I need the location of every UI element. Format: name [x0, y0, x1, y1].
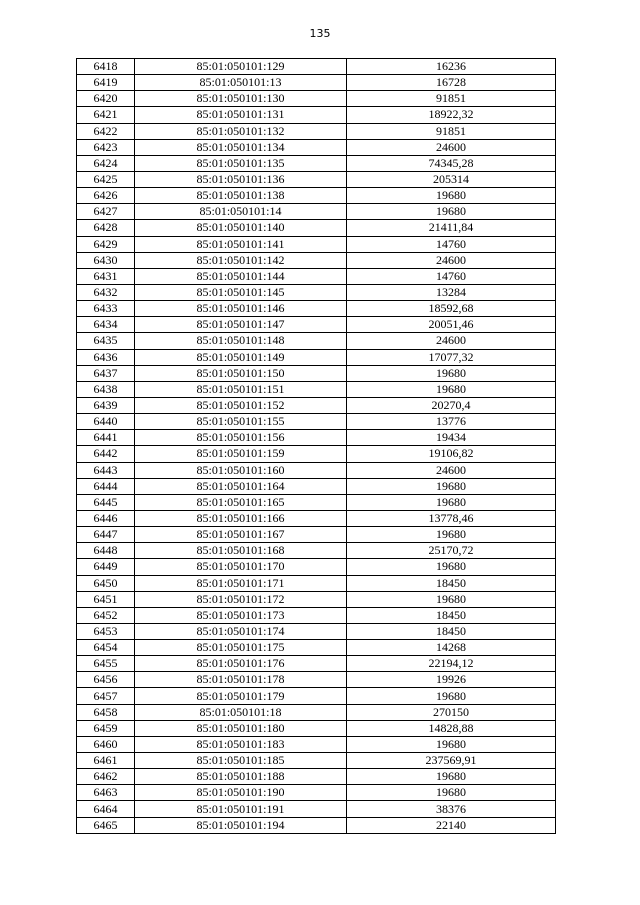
- cadastral-number-cell: 85:01:050101:160: [135, 462, 347, 478]
- table-row: [77, 494, 556, 510]
- row-number-cell: 6450: [77, 575, 135, 591]
- table-row: [77, 575, 556, 591]
- table-row: [77, 720, 556, 736]
- table-row: [77, 188, 556, 204]
- cadastral-number-cell: 85:01:050101:131: [135, 107, 347, 123]
- cadastral-number-cell: 85:01:050101:188: [135, 769, 347, 785]
- table-row: [77, 769, 556, 785]
- table-row: [77, 801, 556, 817]
- cadastral-number-cell: 85:01:050101:13: [135, 75, 347, 91]
- cadastral-number-cell: 85:01:050101:168: [135, 543, 347, 559]
- table-row: [77, 623, 556, 639]
- row-number-cell: 6428: [77, 220, 135, 236]
- cadastral-number-cell: 85:01:050101:147: [135, 317, 347, 333]
- row-number-cell: 6447: [77, 527, 135, 543]
- cadastral-number-cell: 85:01:050101:175: [135, 640, 347, 656]
- value-cell: 24600: [347, 462, 556, 478]
- row-number-cell: 6461: [77, 753, 135, 769]
- row-number-cell: 6420: [77, 91, 135, 107]
- row-number-cell: 6423: [77, 139, 135, 155]
- row-number-cell: 6456: [77, 672, 135, 688]
- table-row: [77, 268, 556, 284]
- value-cell: 14760: [347, 268, 556, 284]
- table-row: [77, 317, 556, 333]
- cadastral-number-cell: 85:01:050101:136: [135, 171, 347, 187]
- row-number-cell: 6445: [77, 494, 135, 510]
- table-row: [77, 559, 556, 575]
- row-number-cell: 6465: [77, 817, 135, 833]
- table-row: [77, 204, 556, 220]
- row-number-cell: 6464: [77, 801, 135, 817]
- cadastral-number-cell: 85:01:050101:149: [135, 349, 347, 365]
- row-number-cell: 6424: [77, 155, 135, 171]
- table-row: [77, 462, 556, 478]
- table-row: [77, 91, 556, 107]
- table-row: [77, 591, 556, 607]
- row-number-cell: 6441: [77, 430, 135, 446]
- cadastral-table: [76, 58, 556, 834]
- table-row: [77, 333, 556, 349]
- cadastral-number-cell: 85:01:050101:164: [135, 478, 347, 494]
- table-row: [77, 365, 556, 381]
- value-cell: 19680: [347, 365, 556, 381]
- page-number: 135: [309, 27, 331, 40]
- cadastral-number-cell: 85:01:050101:155: [135, 414, 347, 430]
- row-number-cell: 6438: [77, 381, 135, 397]
- table-row: [77, 414, 556, 430]
- cadastral-number-cell: 85:01:050101:185: [135, 753, 347, 769]
- value-cell: 19680: [347, 478, 556, 494]
- value-cell: 14828,88: [347, 720, 556, 736]
- cadastral-number-cell: 85:01:050101:172: [135, 591, 347, 607]
- table-row: [77, 220, 556, 236]
- cadastral-number-cell: 85:01:050101:152: [135, 397, 347, 413]
- value-cell: 16236: [347, 59, 556, 75]
- value-cell: 91851: [347, 91, 556, 107]
- table-row: [77, 672, 556, 688]
- table-row: [77, 59, 556, 75]
- value-cell: 19680: [347, 785, 556, 801]
- table-row: [77, 640, 556, 656]
- row-number-cell: 6422: [77, 123, 135, 139]
- row-number-cell: 6459: [77, 720, 135, 736]
- table-row: [77, 123, 556, 139]
- cadastral-number-cell: 85:01:050101:156: [135, 430, 347, 446]
- row-number-cell: 6425: [77, 171, 135, 187]
- row-number-cell: 6462: [77, 769, 135, 785]
- table-row: [77, 397, 556, 413]
- cadastral-number-cell: 85:01:050101:138: [135, 188, 347, 204]
- cadastral-number-cell: 85:01:050101:151: [135, 381, 347, 397]
- value-cell: 205314: [347, 171, 556, 187]
- cadastral-number-cell: 85:01:050101:179: [135, 688, 347, 704]
- value-cell: 19680: [347, 559, 556, 575]
- row-number-cell: 6458: [77, 704, 135, 720]
- row-number-cell: 6448: [77, 543, 135, 559]
- value-cell: 19680: [347, 688, 556, 704]
- row-number-cell: 6443: [77, 462, 135, 478]
- table-row: [77, 510, 556, 526]
- cadastral-number-cell: 85:01:050101:194: [135, 817, 347, 833]
- table-row: [77, 704, 556, 720]
- value-cell: 74345,28: [347, 155, 556, 171]
- cadastral-number-cell: 85:01:050101:173: [135, 607, 347, 623]
- value-cell: 14760: [347, 236, 556, 252]
- row-number-cell: 6452: [77, 607, 135, 623]
- value-cell: 25170,72: [347, 543, 556, 559]
- table-row: [77, 75, 556, 91]
- value-cell: 16728: [347, 75, 556, 91]
- row-number-cell: 6439: [77, 397, 135, 413]
- value-cell: 91851: [347, 123, 556, 139]
- value-cell: 18592,68: [347, 301, 556, 317]
- row-number-cell: 6453: [77, 623, 135, 639]
- value-cell: 21411,84: [347, 220, 556, 236]
- row-number-cell: 6427: [77, 204, 135, 220]
- cadastral-number-cell: 85:01:050101:135: [135, 155, 347, 171]
- value-cell: 19680: [347, 381, 556, 397]
- value-cell: 20270,4: [347, 397, 556, 413]
- table-row: [77, 381, 556, 397]
- row-number-cell: 6455: [77, 656, 135, 672]
- cadastral-number-cell: 85:01:050101:178: [135, 672, 347, 688]
- cadastral-number-cell: 85:01:050101:176: [135, 656, 347, 672]
- value-cell: 22194,12: [347, 656, 556, 672]
- table-row: [77, 543, 556, 559]
- value-cell: 19680: [347, 188, 556, 204]
- cadastral-number-cell: 85:01:050101:183: [135, 736, 347, 752]
- table-row: [77, 785, 556, 801]
- value-cell: 13778,46: [347, 510, 556, 526]
- table-row: [77, 155, 556, 171]
- value-cell: 270150: [347, 704, 556, 720]
- value-cell: 18922,32: [347, 107, 556, 123]
- row-number-cell: 6440: [77, 414, 135, 430]
- row-number-cell: 6446: [77, 510, 135, 526]
- value-cell: 13776: [347, 414, 556, 430]
- row-number-cell: 6431: [77, 268, 135, 284]
- cadastral-number-cell: 85:01:050101:148: [135, 333, 347, 349]
- table-row: [77, 817, 556, 833]
- cadastral-number-cell: 85:01:050101:171: [135, 575, 347, 591]
- value-cell: 19680: [347, 494, 556, 510]
- table-row: [77, 349, 556, 365]
- row-number-cell: 6437: [77, 365, 135, 381]
- cadastral-number-cell: 85:01:050101:146: [135, 301, 347, 317]
- row-number-cell: 6454: [77, 640, 135, 656]
- table-row: [77, 478, 556, 494]
- table-row: [77, 236, 556, 252]
- value-cell: 19680: [347, 769, 556, 785]
- value-cell: 24600: [347, 252, 556, 268]
- value-cell: 18450: [347, 607, 556, 623]
- value-cell: 18450: [347, 623, 556, 639]
- value-cell: 20051,46: [347, 317, 556, 333]
- value-cell: 19680: [347, 736, 556, 752]
- table-row: [77, 607, 556, 623]
- value-cell: 19680: [347, 204, 556, 220]
- cadastral-number-cell: 85:01:050101:18: [135, 704, 347, 720]
- cadastral-number-cell: 85:01:050101:159: [135, 446, 347, 462]
- table-row: [77, 301, 556, 317]
- table-row: [77, 527, 556, 543]
- cadastral-number-cell: 85:01:050101:190: [135, 785, 347, 801]
- table-row: [77, 736, 556, 752]
- value-cell: 24600: [347, 333, 556, 349]
- row-number-cell: 6418: [77, 59, 135, 75]
- row-number-cell: 6451: [77, 591, 135, 607]
- row-number-cell: 6442: [77, 446, 135, 462]
- value-cell: 13284: [347, 284, 556, 300]
- cadastral-number-cell: 85:01:050101:170: [135, 559, 347, 575]
- table-row: [77, 252, 556, 268]
- cadastral-number-cell: 85:01:050101:180: [135, 720, 347, 736]
- cadastral-number-cell: 85:01:050101:14: [135, 204, 347, 220]
- cadastral-number-cell: 85:01:050101:141: [135, 236, 347, 252]
- row-number-cell: 6449: [77, 559, 135, 575]
- row-number-cell: 6463: [77, 785, 135, 801]
- value-cell: 24600: [347, 139, 556, 155]
- cadastral-number-cell: 85:01:050101:167: [135, 527, 347, 543]
- cadastral-number-cell: 85:01:050101:165: [135, 494, 347, 510]
- cadastral-number-cell: 85:01:050101:166: [135, 510, 347, 526]
- value-cell: 18450: [347, 575, 556, 591]
- value-cell: 237569,91: [347, 753, 556, 769]
- row-number-cell: 6444: [77, 478, 135, 494]
- row-number-cell: 6430: [77, 252, 135, 268]
- row-number-cell: 6426: [77, 188, 135, 204]
- cadastral-number-cell: 85:01:050101:130: [135, 91, 347, 107]
- row-number-cell: 6421: [77, 107, 135, 123]
- cadastral-number-cell: 85:01:050101:174: [135, 623, 347, 639]
- row-number-cell: 6436: [77, 349, 135, 365]
- cadastral-number-cell: 85:01:050101:144: [135, 268, 347, 284]
- value-cell: 22140: [347, 817, 556, 833]
- cadastral-number-cell: 85:01:050101:129: [135, 59, 347, 75]
- cadastral-number-cell: 85:01:050101:191: [135, 801, 347, 817]
- value-cell: 19680: [347, 591, 556, 607]
- cadastral-number-cell: 85:01:050101:134: [135, 139, 347, 155]
- row-number-cell: 6460: [77, 736, 135, 752]
- row-number-cell: 6429: [77, 236, 135, 252]
- table-row: [77, 139, 556, 155]
- table-row: [77, 430, 556, 446]
- table-body: [77, 59, 556, 834]
- table-row: [77, 284, 556, 300]
- table-row: [77, 107, 556, 123]
- table-row: [77, 688, 556, 704]
- row-number-cell: 6433: [77, 301, 135, 317]
- value-cell: 14268: [347, 640, 556, 656]
- cadastral-number-cell: 85:01:050101:145: [135, 284, 347, 300]
- value-cell: 19106,82: [347, 446, 556, 462]
- row-number-cell: 6457: [77, 688, 135, 704]
- value-cell: 19926: [347, 672, 556, 688]
- cadastral-number-cell: 85:01:050101:150: [135, 365, 347, 381]
- row-number-cell: 6432: [77, 284, 135, 300]
- row-number-cell: 6419: [77, 75, 135, 91]
- row-number-cell: 6434: [77, 317, 135, 333]
- table-row: [77, 656, 556, 672]
- value-cell: 38376: [347, 801, 556, 817]
- value-cell: 19680: [347, 527, 556, 543]
- value-cell: 17077,32: [347, 349, 556, 365]
- cadastral-number-cell: 85:01:050101:142: [135, 252, 347, 268]
- table-row: [77, 171, 556, 187]
- cadastral-number-cell: 85:01:050101:140: [135, 220, 347, 236]
- table-row: [77, 446, 556, 462]
- row-number-cell: 6435: [77, 333, 135, 349]
- table-row: [77, 753, 556, 769]
- cadastral-number-cell: 85:01:050101:132: [135, 123, 347, 139]
- value-cell: 19434: [347, 430, 556, 446]
